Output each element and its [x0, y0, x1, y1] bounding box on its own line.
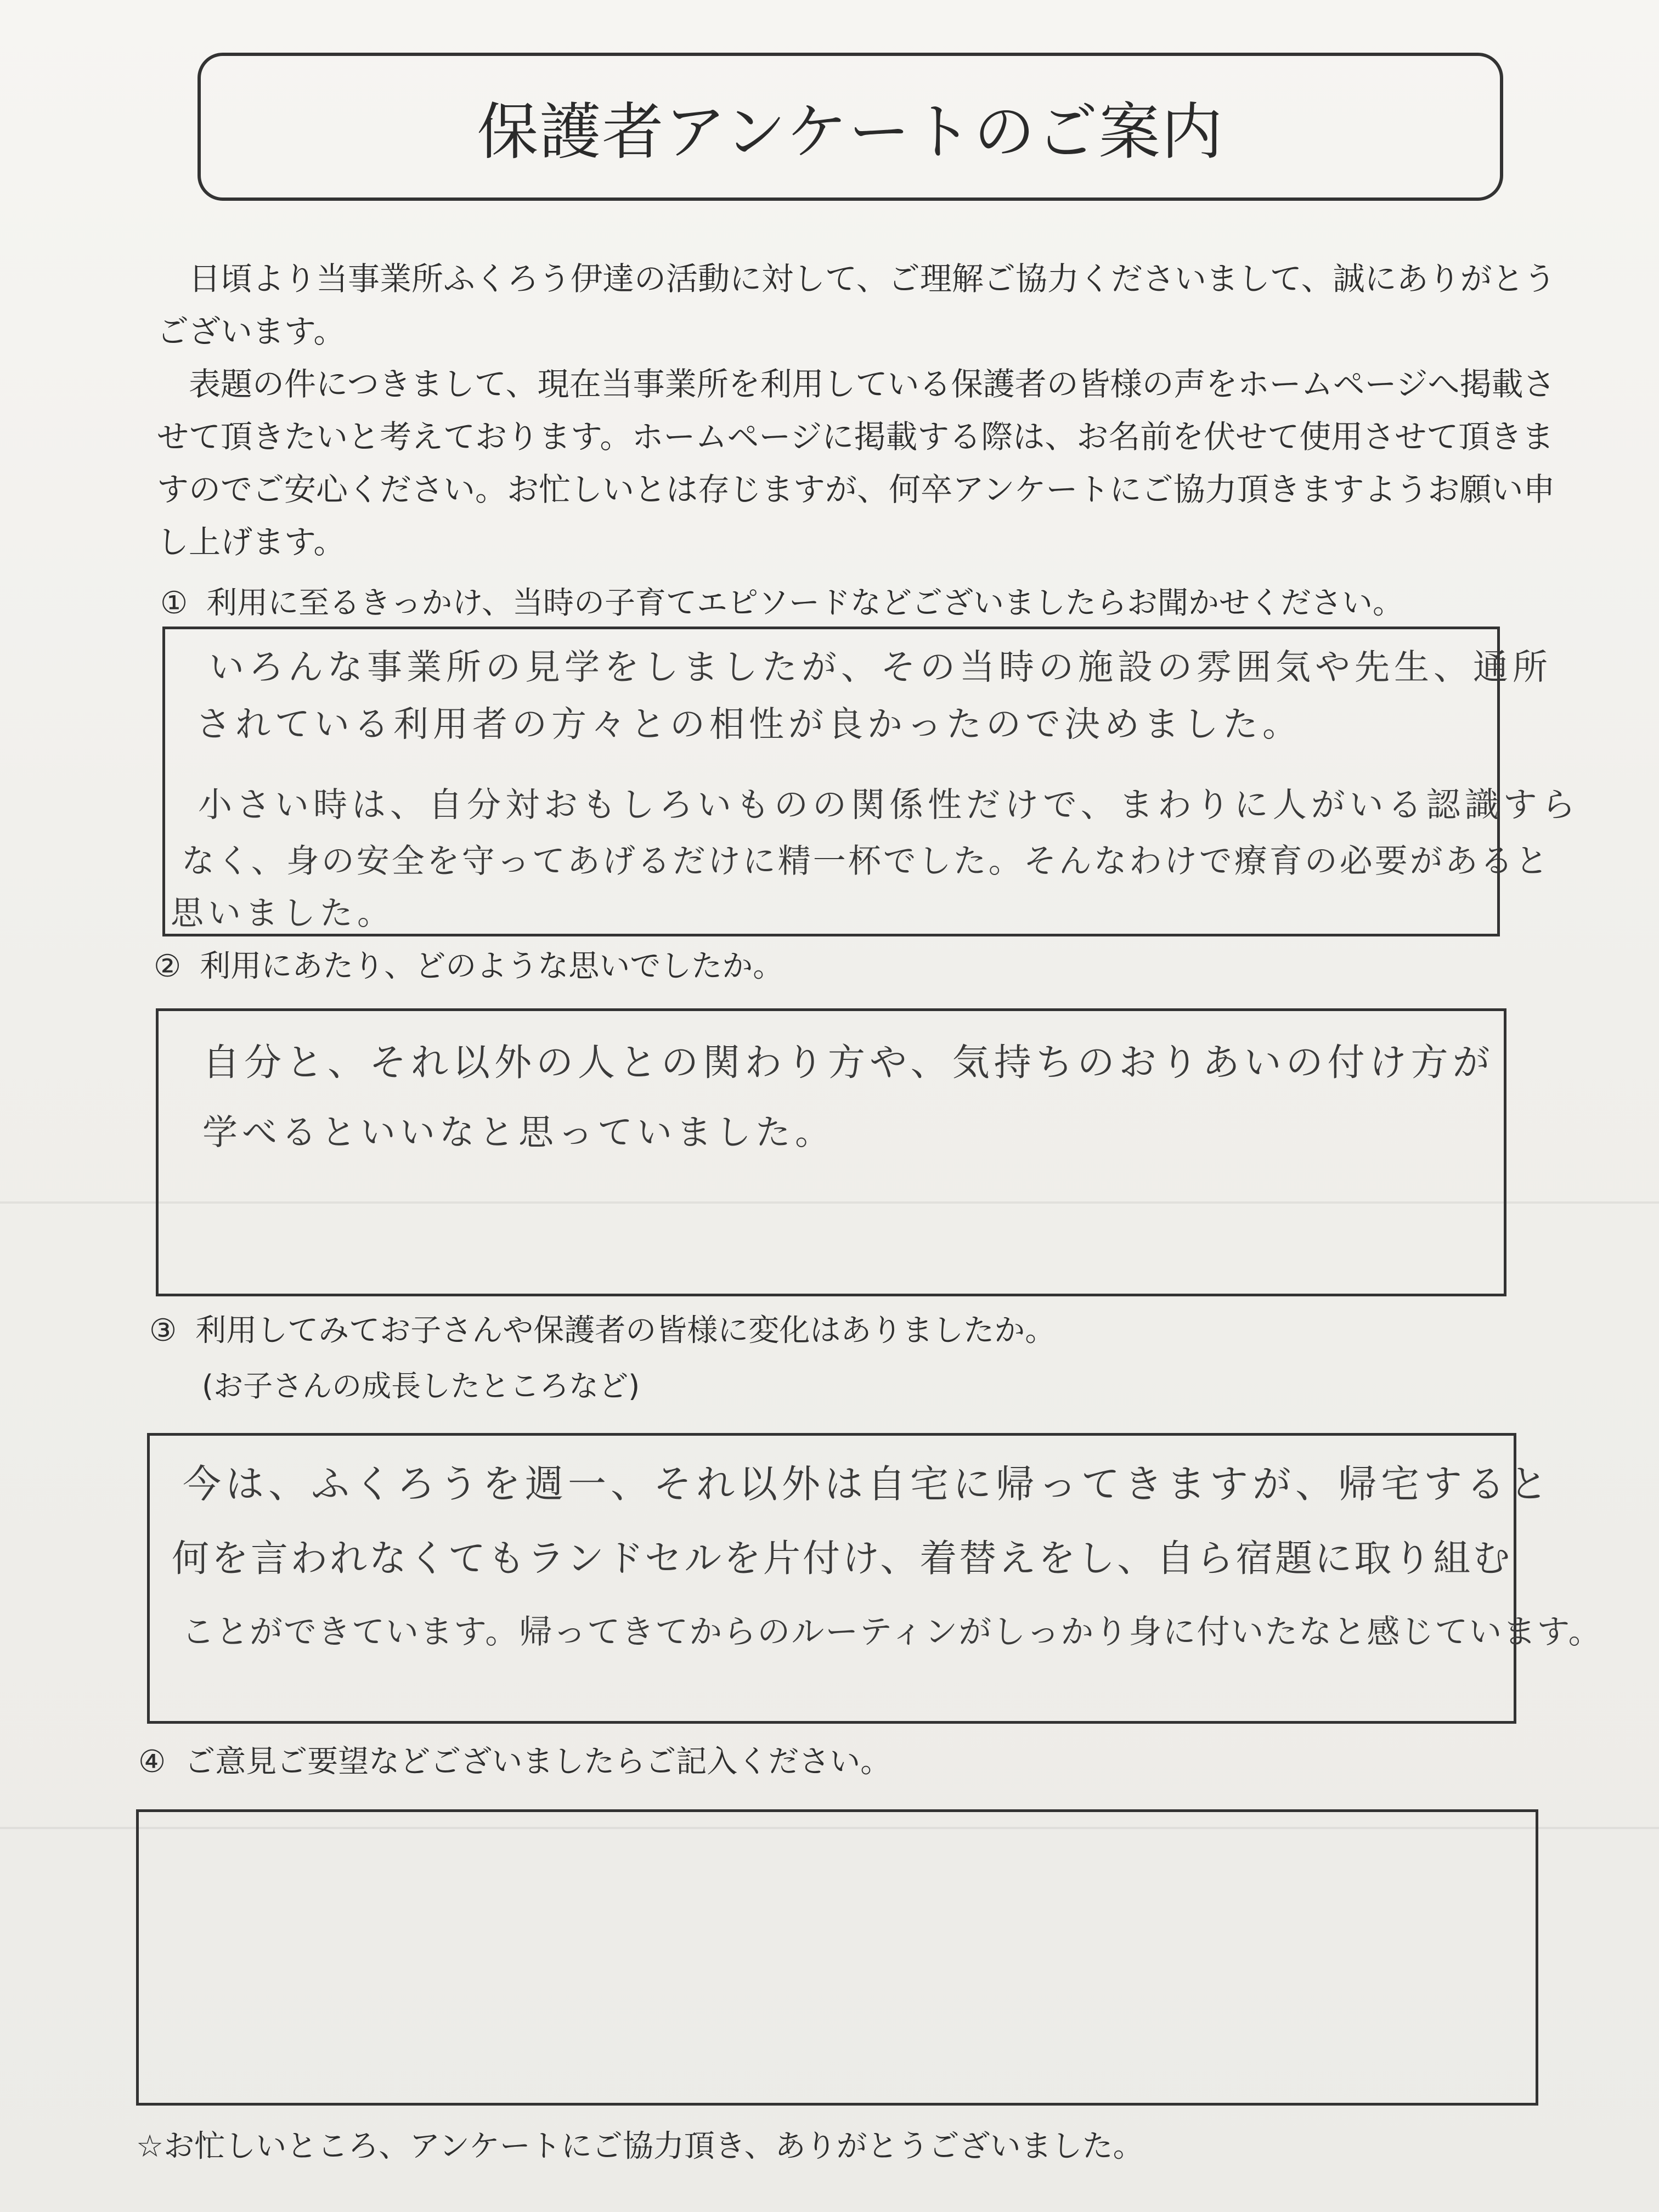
- question-number: ④: [138, 1744, 166, 1780]
- answer-box-3: [147, 1433, 1602, 1724]
- answer-line: されている利用者の方々との相性が良かったので決めました。: [196, 704, 1302, 745]
- answer-box-2: [156, 1008, 1506, 1296]
- question-number: ②: [154, 949, 182, 984]
- intro-paragraph-2: 表題の件につきまして、現在当事業所を利用している保護者の皆様の声をホームページへ掲載させて頂きたいと考えております。ホームページに掲載する際は、お名前を伏せて使用させて頂きますのでご安心ください。お忙しいとは存じますが、何卒アンケートにご協力頂きますようお願い申し上げます。: [157, 365, 1555, 561]
- answer-box-1: [162, 627, 1580, 936]
- question-4: [138, 1740, 891, 1784]
- question-text: 利用してみてお子さんや保護者の皆様に変化はありましたか。: [195, 1313, 1056, 1348]
- answer-line: なく、身の安全を守ってあげるだけに精一杯でした。そんなわけで療育の必要があると: [182, 842, 1550, 881]
- intro-paragraph-1: 日頃より当事業所ふくろう伊達の活動に対して、ご理解ご協力くださいまして、誠にありがとうございます。: [157, 260, 1556, 350]
- question-text: ご意見ご要望などございましたらご記入ください。: [184, 1744, 891, 1780]
- answer-line: 思いました。: [171, 894, 394, 933]
- question-3-subtext: (お子さんの成長したところなど): [202, 1369, 640, 1403]
- answer-line: 今は、ふくろうを週一、それ以外は自宅に帰ってきますが、帰宅すると: [183, 1462, 1552, 1506]
- title-box: [198, 53, 1503, 201]
- question-2: [154, 945, 783, 989]
- question-3: [149, 1309, 1056, 1353]
- answer-box-4: [136, 1809, 1538, 2106]
- question-text: 利用に至るきっかけ、当時の子育てエピソードなどございましたらお聞かせください。: [206, 585, 1403, 621]
- page-title: 保護者アンケートのご案内: [477, 96, 1224, 168]
- question-1: [160, 582, 1403, 625]
- answer-line: 小さい時は、自分対おもしろいものの関係性だけで、まわりに人がいる認識すら: [198, 785, 1580, 825]
- answer-line: いろんな事業所の見学をしましたが、その当時の施設の雰囲気や先生、通所: [209, 647, 1552, 688]
- answer-line: 学べるといいなと思っていました。: [202, 1113, 834, 1153]
- question-number: ①: [160, 585, 188, 621]
- answer-line: ことができています。帰ってきてからのルーティンがしっかり身に付いたなと感じています。: [182, 1613, 1602, 1651]
- answer-line: 何を言われなくてもランドセルを片付け、着替えをし、自ら宿題に取り組む: [172, 1537, 1513, 1581]
- answer-line: 自分と、それ以外の人との関わり方や、気持ちのおりあいの付け方が: [202, 1041, 1494, 1085]
- footer-thanks: ☆お忙しいところ、アンケートにご協力頂き、ありがとうございました。: [136, 2129, 1144, 2164]
- question-number: ③: [149, 1313, 177, 1348]
- intro-text: [157, 252, 1561, 568]
- question-text: 利用にあたり、どのような思いでしたか。: [200, 949, 784, 984]
